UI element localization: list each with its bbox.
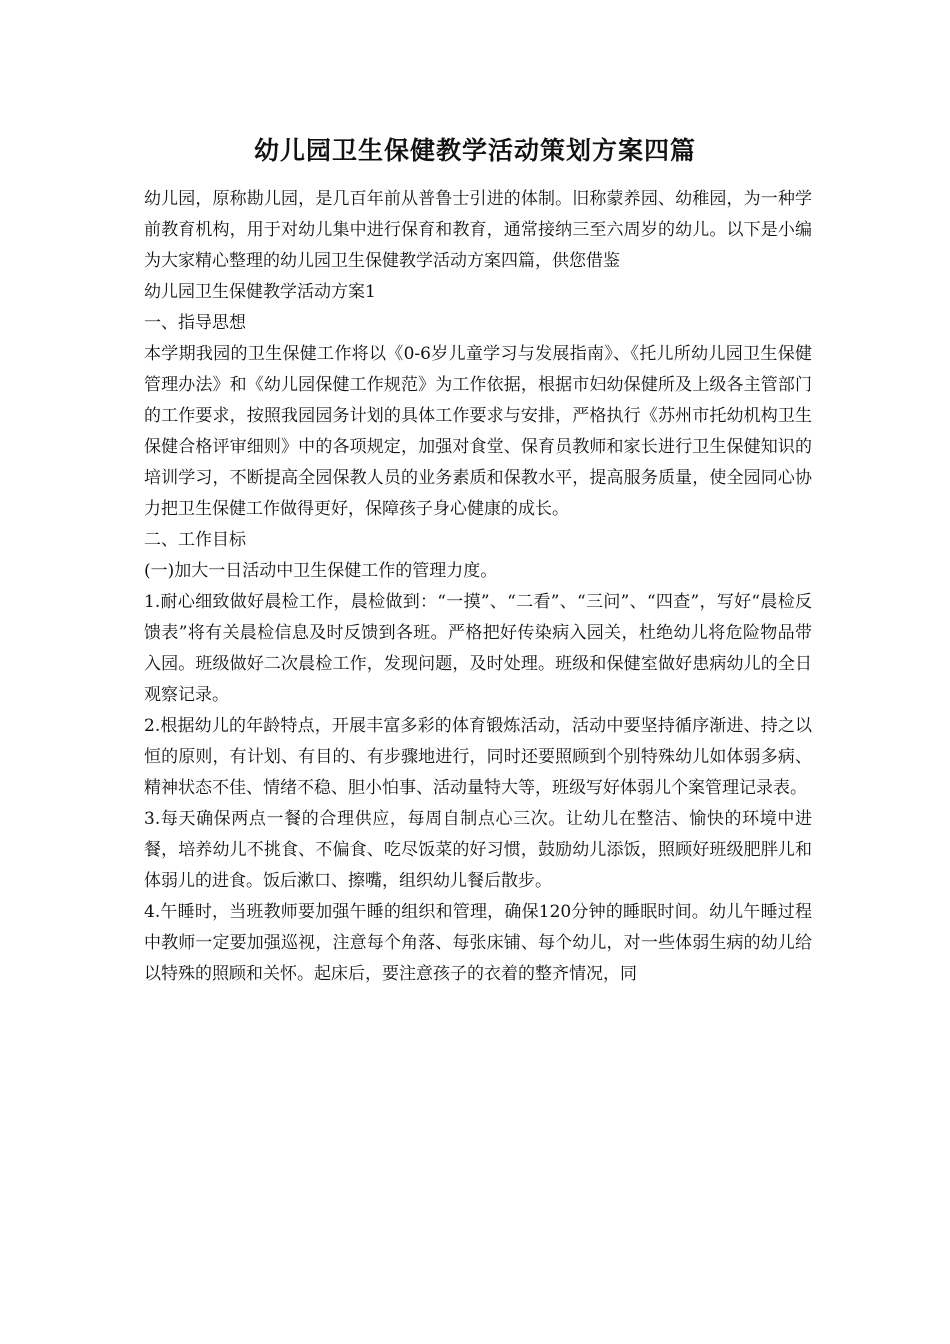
list-item-2: 2.根据幼儿的年龄特点，开展丰富多彩的体育锻炼活动，活动中要坚持循序渐进、持之以恒的原则，有计划、有目的、有步骤地进行，同时还要照顾到个别特殊幼儿如体弱多病、精神状态不佳、情绪不稳、胆小怕事、活动量特大等，班级写好体弱儿个案管理记录表。	[144, 716, 812, 798]
list-item-1: 1.耐心细致做好晨检工作，晨检做到：“一摸”、“二看”、“三问”、“四查”，写好“晨检反馈表”将有关晨检信息及时反馈到各班。严格把好传染病入园关，杜绝幼儿将危险物品带入园。班级做好二次晨检工作，发现问题，及时处理。班级和保健室做好患病幼儿的全日观察记录。	[144, 592, 812, 705]
section-heading-guiding-thought: 一、指导思想	[144, 313, 246, 333]
section-heading-work-goals: 二、工作目标	[144, 530, 246, 550]
paragraph-intro: 幼儿园，原称勘儿园，是几百年前从普鲁士引进的体制。旧称蒙养园、幼稚园，为一种学前教育机构，用于对幼儿集中进行保育和教育，通常接纳三至六周岁的幼儿。以下是小编为大家精心整理的幼儿园卫生保健教学活动方案四篇，供您借鉴	[144, 189, 812, 271]
plan-heading: 幼儿园卫生保健教学活动方案1	[144, 282, 376, 302]
paragraph-guiding-thought: 本学期我园的卫生保健工作将以《0-6岁儿童学习与发展指南》、《托儿所幼儿园卫生保健管理办法》和《幼儿园保健工作规范》为工作依据，根据市妇幼保健所及上级各主管部门的工作要求，按照我园园务计划的具体工作要求与安排，严格执行《苏州市托幼机构卫生保健合格评审细则》中的各项规定，加强对食堂、保育员教师和家长进行卫生保健知识的培训学习，不断提高全园保教人员的业务素质和保教水平，提高服务质量，使全园同心协力把卫生保健工作做得更好，保障孩子身心健康的成长。	[144, 344, 812, 519]
document-title: 幼儿园卫生保健教学活动策划方案四篇	[253, 136, 696, 165]
list-item-4: 4.午睡时，当班教师要加强午睡的组织和管理，确保120分钟的睡眠时间。幼儿午睡过程中教师一定要加强巡视，注意每个角落、每张床铺、每个幼儿，对一些体弱生病的幼儿给以特殊的照顾和关怀。起床后，要注意孩子的衣着的整齐情况，同	[144, 902, 812, 984]
document-body	[144, 184, 812, 990]
list-item-3: 3.每天确保两点一餐的合理供应，每周自制点心三次。让幼儿在整洁、愉快的环境中进餐，培养幼儿不挑食、不偏食、吃尽饭菜的好习惯，鼓励幼儿添饭，照顾好班级肥胖儿和体弱儿的进食。饭后漱口、擦嘴，组织幼儿餐后散步。	[144, 809, 812, 891]
subsection-heading-1: (一)加大一日活动中卫生保健工作的管理力度。	[144, 561, 498, 581]
